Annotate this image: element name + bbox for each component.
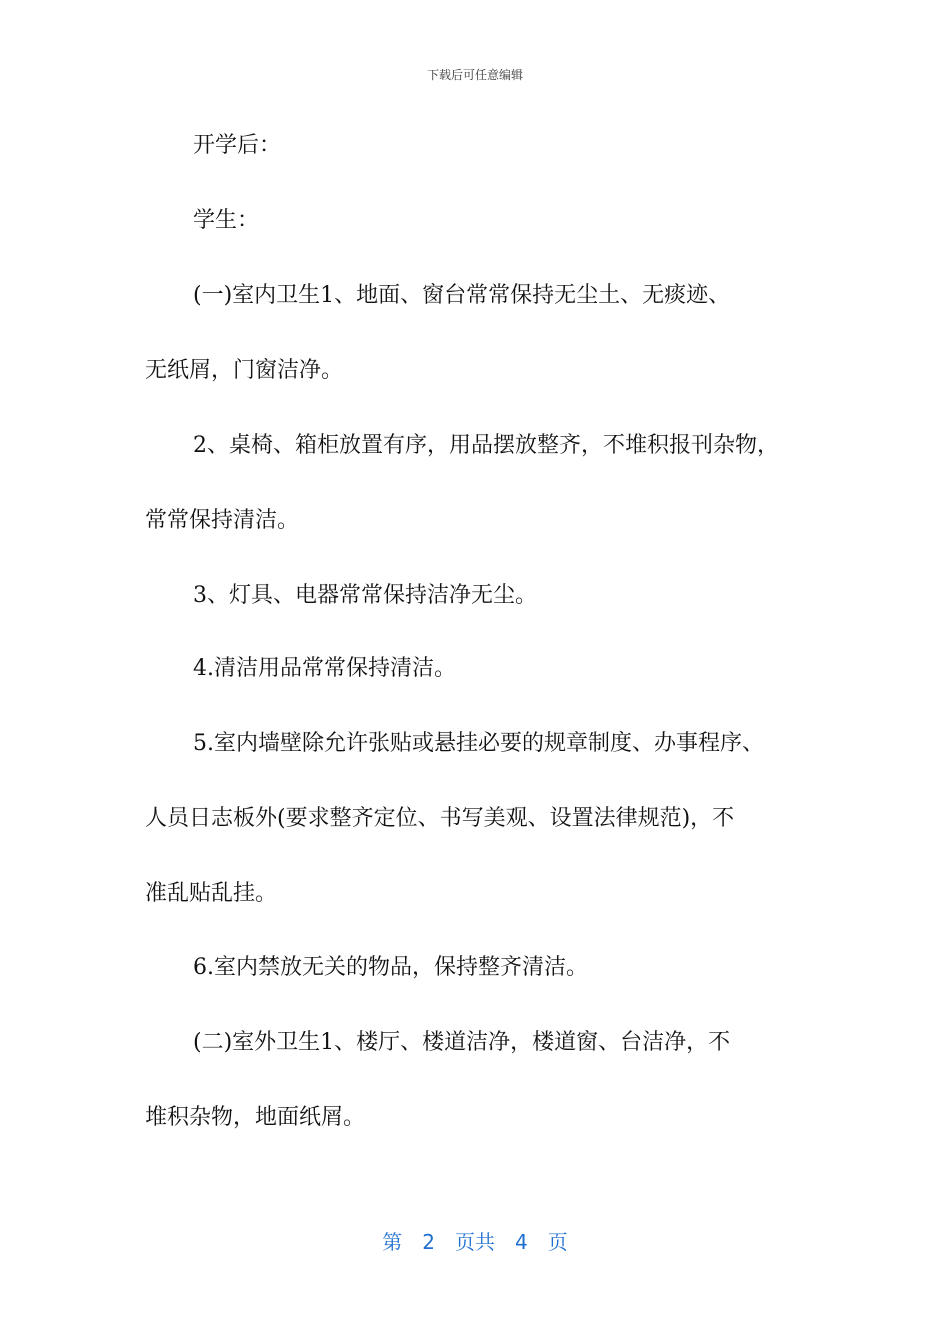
footer-label-ye: 页 [547, 1230, 568, 1254]
footer-total-pages: 4 [515, 1230, 528, 1254]
paragraph-line: 5.室内墙壁除允许张贴或悬挂必要的规章制度、办事程序、 [193, 731, 764, 756]
paragraph-line: 3、灯具、电器常常保持洁净无尘。 [193, 583, 537, 608]
paragraph-line: 人员日志板外(要求整齐定位、书写美观、设置法律规范)，不 [145, 806, 735, 831]
paragraph-line: 学生： [193, 208, 260, 233]
paragraph-line: 开学后： [193, 133, 282, 158]
paragraph-line: 常常保持清洁。 [145, 508, 300, 533]
footer-label-ye-gong: 页共 [455, 1230, 495, 1254]
paragraph-line: (一)室内卫生1、地面、窗台常常保持无尘土、无痰迹、 [193, 283, 731, 308]
paragraph-line: 堆积杂物，地面纸屑。 [145, 1105, 366, 1130]
footer-current-page: 2 [422, 1230, 435, 1254]
paragraph-line: 准乱贴乱挂。 [145, 881, 278, 906]
paragraph-line: 无纸屑，门窗洁净。 [145, 358, 344, 383]
paragraph-line: 6.室内禁放无关的物品，保持整齐清洁。 [193, 955, 588, 980]
footer-label-di: 第 [382, 1230, 403, 1254]
paragraph-line: 2、桌椅、箱柜放置有序，用品摆放整齐，不堆积报刊杂物， [193, 433, 779, 458]
page-footer [0, 1226, 950, 1255]
paragraph-line: 4.清洁用品常常保持清洁。 [193, 656, 456, 681]
paragraph-line: (二)室外卫生1、楼厅、楼道洁净，楼道窗、台洁净，不 [193, 1030, 731, 1055]
page-header-note: 下载后可任意编辑 [426, 68, 523, 82]
